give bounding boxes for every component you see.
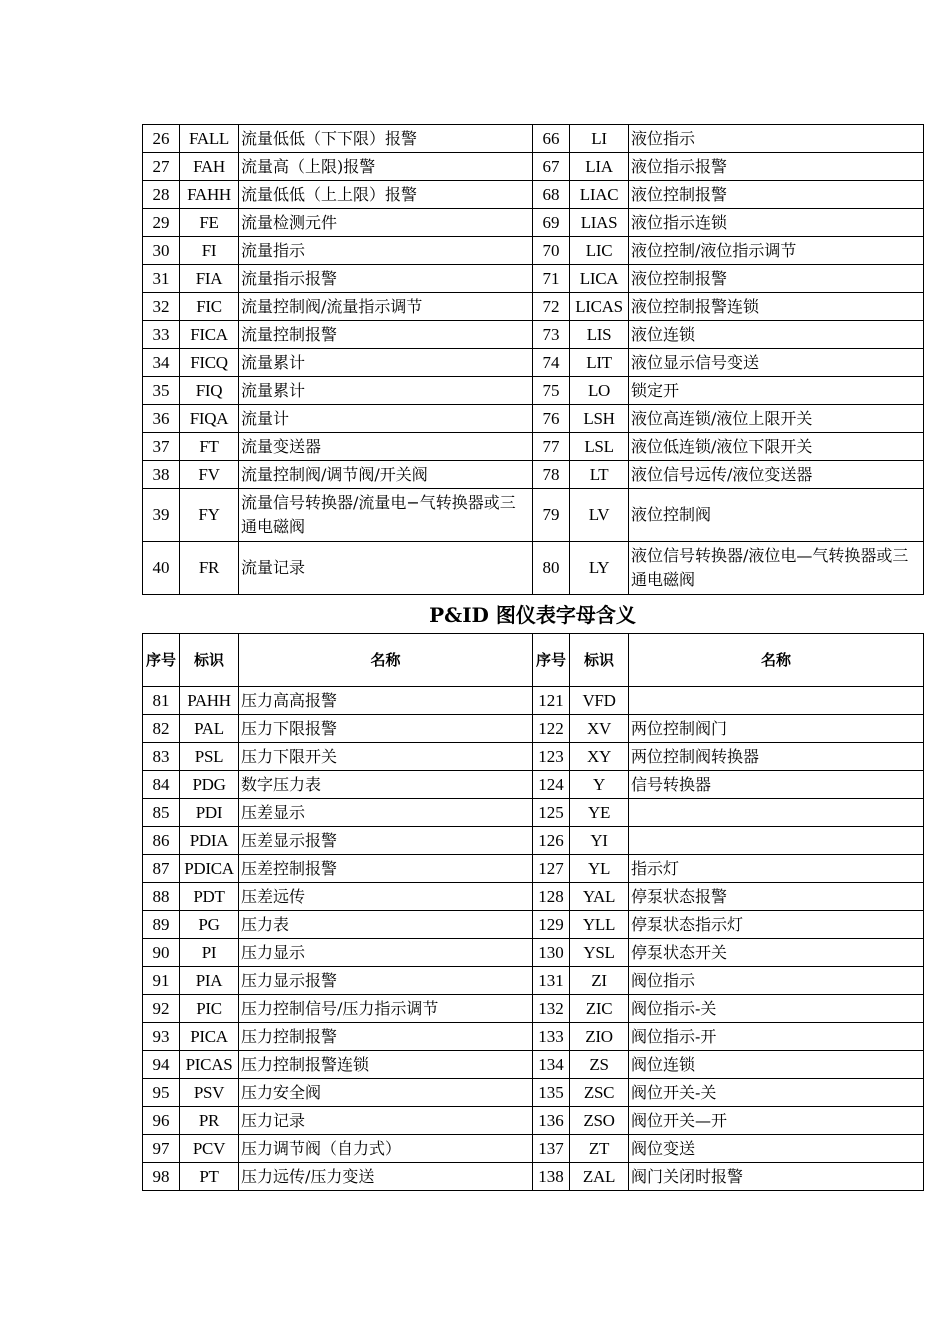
table-row <box>143 1023 924 1051</box>
instrument-name: 液位指示 <box>629 125 924 153</box>
row-number: 136 <box>533 1107 570 1135</box>
row-number: 70 <box>533 237 570 265</box>
instrument-name: 阀位连锁 <box>629 1051 924 1079</box>
row-number: 32 <box>143 293 180 321</box>
instrument-name: 液位控制/液位指示调节 <box>629 237 924 265</box>
row-number: 36 <box>143 405 180 433</box>
instrument-code: PR <box>180 1107 239 1135</box>
row-number: 80 <box>533 542 570 595</box>
table-row <box>143 321 924 349</box>
instrument-code: LY <box>570 542 629 595</box>
row-number: 97 <box>143 1135 180 1163</box>
instrument-name: 压力远传/压力变送 <box>239 1163 533 1191</box>
row-number: 121 <box>533 687 570 715</box>
instrument-code: LSL <box>570 433 629 461</box>
row-number: 96 <box>143 1107 180 1135</box>
instrument-name: 压差显示 <box>239 799 533 827</box>
row-number: 130 <box>533 939 570 967</box>
instrument-code: LI <box>570 125 629 153</box>
instrument-name: 液位控制阀 <box>629 489 924 542</box>
instrument-code: PDG <box>180 771 239 799</box>
table-header-row <box>143 634 924 687</box>
row-number: 86 <box>143 827 180 855</box>
table-row <box>143 855 924 883</box>
instrument-code: ZAL <box>570 1163 629 1191</box>
instrument-code: FAHH <box>180 181 239 209</box>
instrument-table-upper <box>142 124 924 595</box>
instrument-name: 流量控制阀/流量指示调节 <box>239 293 533 321</box>
instrument-name: 液位控制报警 <box>629 181 924 209</box>
row-number: 95 <box>143 1079 180 1107</box>
table-row <box>143 265 924 293</box>
row-number: 78 <box>533 461 570 489</box>
row-number: 75 <box>533 377 570 405</box>
instrument-name: 阀位变送 <box>629 1135 924 1163</box>
table-row <box>143 1051 924 1079</box>
table-row <box>143 153 924 181</box>
table-row <box>143 1135 924 1163</box>
instrument-name: 流量低低（下下限）报警 <box>239 125 533 153</box>
row-number: 74 <box>533 349 570 377</box>
table-row <box>143 489 924 542</box>
instrument-code: XY <box>570 743 629 771</box>
instrument-code: PCV <box>180 1135 239 1163</box>
row-number: 34 <box>143 349 180 377</box>
instrument-code: FV <box>180 461 239 489</box>
row-number: 69 <box>533 209 570 237</box>
instrument-code: ZIC <box>570 995 629 1023</box>
row-number: 135 <box>533 1079 570 1107</box>
instrument-name: 阀门关闭时报警 <box>629 1163 924 1191</box>
row-number: 85 <box>143 799 180 827</box>
instrument-code: LO <box>570 377 629 405</box>
instrument-code: FI <box>180 237 239 265</box>
table-row <box>143 405 924 433</box>
instrument-code: ZI <box>570 967 629 995</box>
table-row <box>143 995 924 1023</box>
table-row <box>143 939 924 967</box>
instrument-code: LIC <box>570 237 629 265</box>
instrument-name: 流量累计 <box>239 377 533 405</box>
instrument-name: 流量检测元件 <box>239 209 533 237</box>
row-number: 35 <box>143 377 180 405</box>
table-row <box>143 1079 924 1107</box>
instrument-code: PDIA <box>180 827 239 855</box>
instrument-code: PSV <box>180 1079 239 1107</box>
row-number: 84 <box>143 771 180 799</box>
row-number: 133 <box>533 1023 570 1051</box>
instrument-name: 压力控制报警 <box>239 1023 533 1051</box>
table-row <box>143 1107 924 1135</box>
table-row <box>143 743 924 771</box>
row-number: 93 <box>143 1023 180 1051</box>
instrument-name: 压力高高报警 <box>239 687 533 715</box>
instrument-code: PSL <box>180 743 239 771</box>
table-row <box>143 911 924 939</box>
instrument-code: VFD <box>570 687 629 715</box>
instrument-code: LIA <box>570 153 629 181</box>
instrument-name: 液位信号转换器/液位电—气转换器或三通电磁阀 <box>629 542 924 595</box>
instrument-code: PIC <box>180 995 239 1023</box>
table-row <box>143 181 924 209</box>
table-row <box>143 799 924 827</box>
instrument-name: 停泵状态指示灯 <box>629 911 924 939</box>
header-code-right: 标识 <box>570 634 629 687</box>
instrument-code: YLL <box>570 911 629 939</box>
instrument-name: 液位指示连锁 <box>629 209 924 237</box>
row-number: 67 <box>533 153 570 181</box>
instrument-name: 液位显示信号变送 <box>629 349 924 377</box>
table-row <box>143 687 924 715</box>
row-number: 28 <box>143 181 180 209</box>
instrument-name: 流量指示 <box>239 237 533 265</box>
row-number: 134 <box>533 1051 570 1079</box>
row-number: 71 <box>533 265 570 293</box>
instrument-code: LIS <box>570 321 629 349</box>
instrument-name: 两位控制阀转换器 <box>629 743 924 771</box>
instrument-name: 流量指示报警 <box>239 265 533 293</box>
row-number: 26 <box>143 125 180 153</box>
row-number: 33 <box>143 321 180 349</box>
instrument-code: YL <box>570 855 629 883</box>
instrument-code: PIA <box>180 967 239 995</box>
header-code-left: 标识 <box>180 634 239 687</box>
instrument-name <box>629 687 924 715</box>
table-row <box>143 1163 924 1191</box>
row-number: 83 <box>143 743 180 771</box>
row-number: 128 <box>533 883 570 911</box>
table-row <box>143 349 924 377</box>
instrument-name: 压力显示 <box>239 939 533 967</box>
row-number: 68 <box>533 181 570 209</box>
instrument-name: 压力控制信号/压力指示调节 <box>239 995 533 1023</box>
row-number: 132 <box>533 995 570 1023</box>
instrument-name: 阀位指示-开 <box>629 1023 924 1051</box>
instrument-name: 液位信号远传/液位变送器 <box>629 461 924 489</box>
header-no-left: 序号 <box>143 634 180 687</box>
row-number: 124 <box>533 771 570 799</box>
instrument-name: 压力下限开关 <box>239 743 533 771</box>
row-number: 122 <box>533 715 570 743</box>
table-row <box>143 209 924 237</box>
instrument-name: 压力控制报警连锁 <box>239 1051 533 1079</box>
row-number: 72 <box>533 293 570 321</box>
header-name-left: 名称 <box>239 634 533 687</box>
instrument-name: 压力下限报警 <box>239 715 533 743</box>
instrument-code: YE <box>570 799 629 827</box>
instrument-name: 压差控制报警 <box>239 855 533 883</box>
instrument-name: 流量记录 <box>239 542 533 595</box>
instrument-code: ZS <box>570 1051 629 1079</box>
table-row <box>143 293 924 321</box>
row-number: 73 <box>533 321 570 349</box>
row-number: 123 <box>533 743 570 771</box>
table-row <box>143 967 924 995</box>
instrument-code: Y <box>570 771 629 799</box>
instrument-name: 阀位开关—开 <box>629 1107 924 1135</box>
instrument-code: PAL <box>180 715 239 743</box>
instrument-name: 压差显示报警 <box>239 827 533 855</box>
instrument-name: 液位控制报警连锁 <box>629 293 924 321</box>
instrument-name: 压力安全阀 <box>239 1079 533 1107</box>
row-number: 79 <box>533 489 570 542</box>
instrument-code: LIAC <box>570 181 629 209</box>
instrument-code: FY <box>180 489 239 542</box>
instrument-code: ZSC <box>570 1079 629 1107</box>
instrument-name: 液位低连锁/液位下限开关 <box>629 433 924 461</box>
table-row <box>143 433 924 461</box>
instrument-code: PDICA <box>180 855 239 883</box>
instrument-name: 阀位开关-关 <box>629 1079 924 1107</box>
row-number: 125 <box>533 799 570 827</box>
row-number: 31 <box>143 265 180 293</box>
table-row <box>143 461 924 489</box>
instrument-name: 流量变送器 <box>239 433 533 461</box>
instrument-name: 液位控制报警 <box>629 265 924 293</box>
instrument-name: 流量控制阀/调节阀/开关阀 <box>239 461 533 489</box>
instrument-name <box>629 799 924 827</box>
row-number: 127 <box>533 855 570 883</box>
header-name-right: 名称 <box>629 634 924 687</box>
instrument-table-lower <box>142 633 924 1191</box>
instrument-code: YI <box>570 827 629 855</box>
instrument-name: 压差远传 <box>239 883 533 911</box>
instrument-name: 流量计 <box>239 405 533 433</box>
instrument-name: 数字压力表 <box>239 771 533 799</box>
row-number: 76 <box>533 405 570 433</box>
instrument-name: 流量控制报警 <box>239 321 533 349</box>
row-number: 30 <box>143 237 180 265</box>
row-number: 40 <box>143 542 180 595</box>
page-title: P&ID 图仪表字母含义 <box>429 603 636 627</box>
instrument-name: 压力表 <box>239 911 533 939</box>
instrument-name: 信号转换器 <box>629 771 924 799</box>
instrument-code: FAH <box>180 153 239 181</box>
instrument-code: ZSO <box>570 1107 629 1135</box>
row-number: 81 <box>143 687 180 715</box>
row-number: 89 <box>143 911 180 939</box>
instrument-code: LICAS <box>570 293 629 321</box>
instrument-name: 流量信号转换器/流量电−气转换器或三通电磁阀 <box>239 489 533 542</box>
instrument-name: 流量低低（上上限）报警 <box>239 181 533 209</box>
instrument-name: 压力调节阀（自力式） <box>239 1135 533 1163</box>
row-number: 87 <box>143 855 180 883</box>
instrument-code: LIT <box>570 349 629 377</box>
instrument-code: FT <box>180 433 239 461</box>
instrument-code: FIC <box>180 293 239 321</box>
instrument-code: FIA <box>180 265 239 293</box>
row-number: 92 <box>143 995 180 1023</box>
table-row <box>143 771 924 799</box>
instrument-name: 两位控制阀门 <box>629 715 924 743</box>
instrument-name: 流量累计 <box>239 349 533 377</box>
row-number: 66 <box>533 125 570 153</box>
instrument-code: LICA <box>570 265 629 293</box>
instrument-code: PICA <box>180 1023 239 1051</box>
instrument-name: 指示灯 <box>629 855 924 883</box>
row-number: 29 <box>143 209 180 237</box>
row-number: 77 <box>533 433 570 461</box>
row-number: 91 <box>143 967 180 995</box>
instrument-code: YSL <box>570 939 629 967</box>
table-row <box>143 125 924 153</box>
instrument-name: 停泵状态开关 <box>629 939 924 967</box>
instrument-code: PAHH <box>180 687 239 715</box>
table-row <box>143 237 924 265</box>
row-number: 88 <box>143 883 180 911</box>
instrument-code: ZIO <box>570 1023 629 1051</box>
table-row <box>143 827 924 855</box>
row-number: 138 <box>533 1163 570 1191</box>
instrument-code: PG <box>180 911 239 939</box>
instrument-code: FICQ <box>180 349 239 377</box>
row-number: 82 <box>143 715 180 743</box>
instrument-code: PDI <box>180 799 239 827</box>
row-number: 38 <box>143 461 180 489</box>
row-number: 39 <box>143 489 180 542</box>
instrument-name: 液位指示报警 <box>629 153 924 181</box>
instrument-code: YAL <box>570 883 629 911</box>
table-row <box>143 883 924 911</box>
instrument-code: PDT <box>180 883 239 911</box>
instrument-name: 液位连锁 <box>629 321 924 349</box>
instrument-code: XV <box>570 715 629 743</box>
instrument-code: PICAS <box>180 1051 239 1079</box>
instrument-name: 压力显示报警 <box>239 967 533 995</box>
row-number: 90 <box>143 939 180 967</box>
instrument-code: FR <box>180 542 239 595</box>
instrument-name: 阀位指示 <box>629 967 924 995</box>
table-row <box>143 715 924 743</box>
instrument-code: FIQA <box>180 405 239 433</box>
instrument-name: 流量高（上限)报警 <box>239 153 533 181</box>
instrument-name <box>629 827 924 855</box>
instrument-code: ZT <box>570 1135 629 1163</box>
instrument-code: FIQ <box>180 377 239 405</box>
row-number: 137 <box>533 1135 570 1163</box>
row-number: 126 <box>533 827 570 855</box>
instrument-code: LIAS <box>570 209 629 237</box>
instrument-name: 锁定开 <box>629 377 924 405</box>
header-no-right: 序号 <box>533 634 570 687</box>
instrument-code: FICA <box>180 321 239 349</box>
instrument-code: PI <box>180 939 239 967</box>
row-number: 98 <box>143 1163 180 1191</box>
instrument-name: 液位高连锁/液位上限开关 <box>629 405 924 433</box>
instrument-code: LT <box>570 461 629 489</box>
table-row <box>143 542 924 595</box>
row-number: 129 <box>533 911 570 939</box>
instrument-name: 压力记录 <box>239 1107 533 1135</box>
instrument-code: FALL <box>180 125 239 153</box>
row-number: 94 <box>143 1051 180 1079</box>
instrument-name: 停泵状态报警 <box>629 883 924 911</box>
instrument-code: LSH <box>570 405 629 433</box>
table-row <box>143 377 924 405</box>
row-number: 37 <box>143 433 180 461</box>
row-number: 131 <box>533 967 570 995</box>
instrument-code: PT <box>180 1163 239 1191</box>
instrument-code: LV <box>570 489 629 542</box>
instrument-code: FE <box>180 209 239 237</box>
row-number: 27 <box>143 153 180 181</box>
instrument-name: 阀位指示-关 <box>629 995 924 1023</box>
